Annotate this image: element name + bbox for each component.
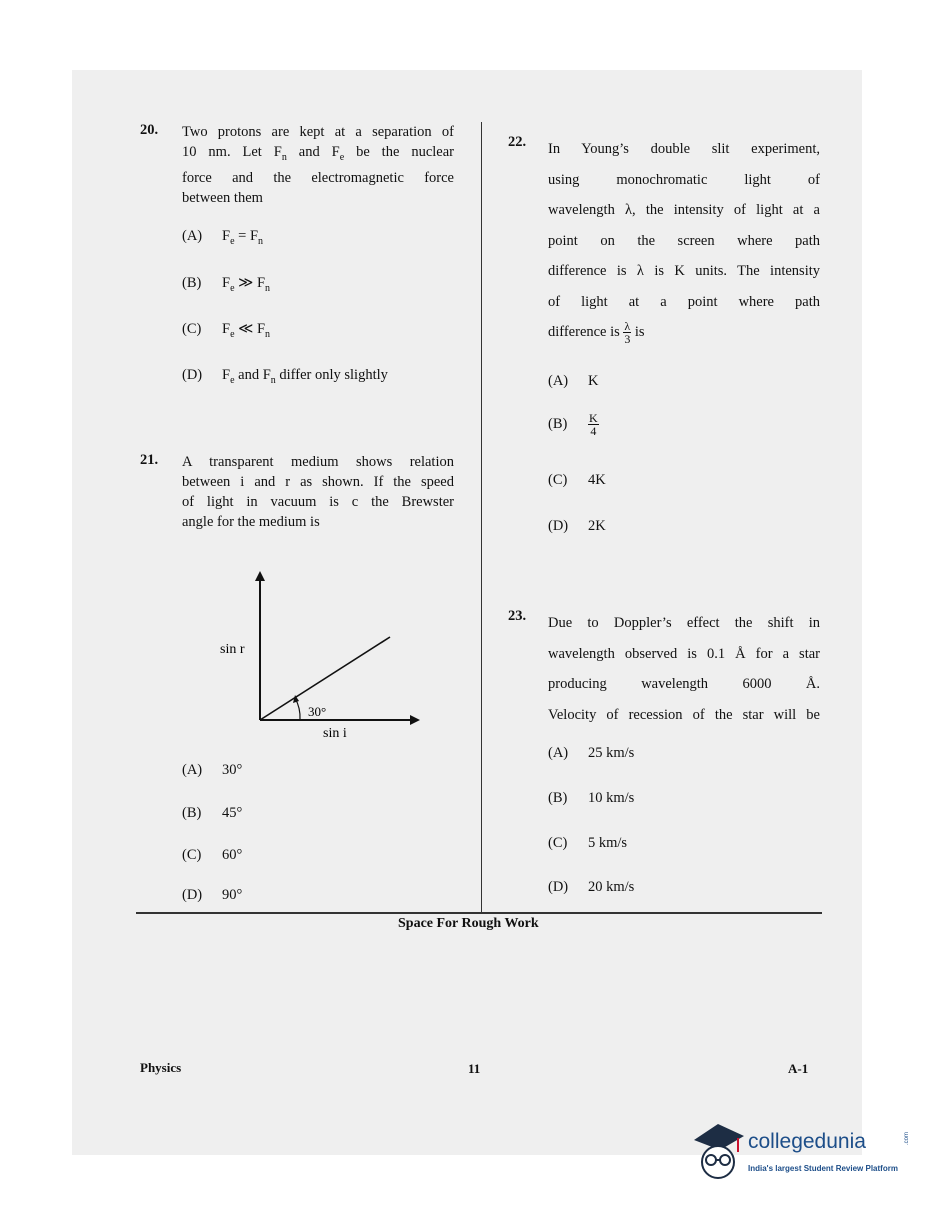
footer-page-number: 11 [468,1061,481,1076]
q21-number: 21. [140,452,159,468]
logo-domain-suffix: .com [904,1132,910,1146]
y-axis-arrow [255,571,265,581]
x-axis-arrow [410,715,420,725]
q22-text: In Young’s double slit experiment, using monochromatic light of wavelength λ, the intensity of light at a point on the screen where path difference is λ is K units. The intensity of light at a point where path difference is $\frac{\lambda}{3}$ is [548,141,820,347]
q20-number: 20. [140,122,159,138]
angle-label: 30° [308,704,327,719]
q20-option-d[interactable]: (D) $F_e$ and $F_n$ differ only slightly [182,367,388,386]
q22-option-c[interactable]: (C) 4K [548,472,606,488]
k-over-4-fraction: $\frac{K}{4}$ [589,411,598,438]
graduate-mascot-icon [688,1118,748,1180]
logo-tagline: India's largest Student Review Platform [748,1164,898,1173]
q23-option-c[interactable]: (C) 5 km/s [548,835,628,851]
q22-number: 22. [508,134,527,150]
q20-option-a[interactable]: (A) $F_e = F_n$ [182,228,264,247]
bottom-rule [136,912,822,914]
q22-option-b[interactable]: (B) $\frac{K}{4}$ [548,411,598,438]
q23-text: Due to Doppler’s effect the shift in wavelength observed is 0.1 Å for a star producing wavelength 6000 Å. Velocity of recession of the star will be [548,615,820,723]
q21-option-b[interactable]: (B) 45° [182,805,243,821]
y-axis-label: sin r [220,642,245,657]
footer-subject: Physics [140,1060,182,1075]
q23-option-d[interactable]: (D) 20 km/s [548,879,635,895]
collegedunia-logo[interactable] [688,1118,918,1188]
q21-option-c[interactable]: (C) 60° [182,847,243,863]
logo-wordmark: collegedunia [748,1130,866,1153]
q23-number: 23. [508,608,527,624]
q20-text: Two protons are kept at a separation of 10 nm. Let $F_n$ and $F_e$ be the nuclear force and the electromagnetic force between them [182,124,454,206]
q23-option-b[interactable]: (B) 10 km/s [548,790,635,806]
q22-option-a[interactable]: (A) K [548,373,599,389]
q21-option-d[interactable]: (D) 90° [182,887,243,903]
lambda-over-3-fraction: $\frac{\lambda}{3}$ [624,319,631,347]
footer-paper-code: A-1 [788,1061,809,1076]
q21-graph [200,565,440,750]
q22-option-d[interactable]: (D) 2K [548,518,606,534]
q23-option-a[interactable]: (A) 25 km/s [548,745,635,761]
rough-work-label: Space For Rough Work [398,916,539,931]
x-axis-label: sin i [323,726,347,741]
q20-option-c[interactable]: (C) $F_e$ ≪ $F_n$ [182,321,271,340]
q20-option-b[interactable]: (B) $F_e$ ≫ $F_n$ [182,275,271,294]
column-divider [481,122,482,912]
q21-text: A transparent medium shows relation between i and r as shown. If the speed of light in vacuum is c the Brewster angle for the medium is [182,454,454,530]
q21-option-a[interactable]: (A) 30° [182,762,243,778]
